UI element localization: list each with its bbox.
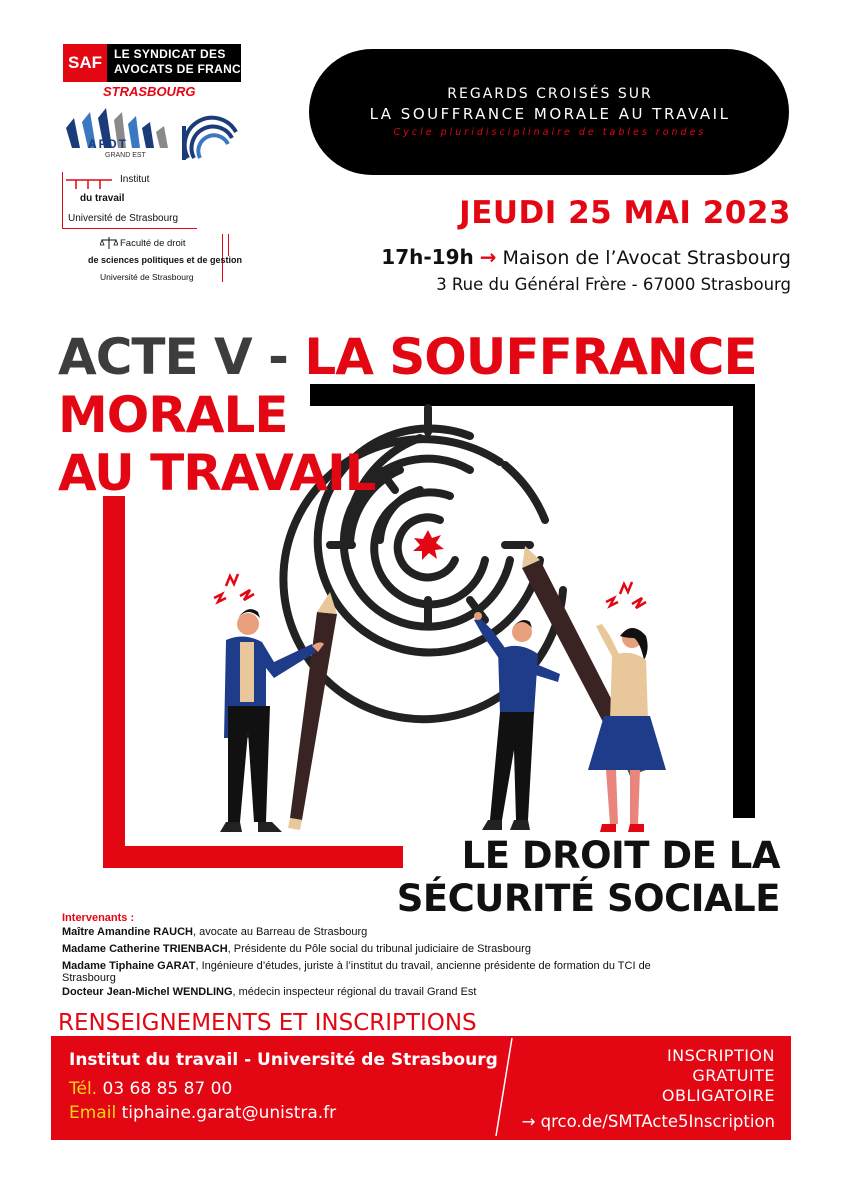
title-act: ACTE V -	[58, 328, 305, 386]
registration-line2: GRATUITE	[692, 1066, 775, 1085]
phone-label: Tél.	[69, 1079, 98, 1099]
stress-marks-right-icon	[606, 582, 646, 608]
registration-link[interactable]: qrco.de/SMTActe5Inscription	[540, 1112, 775, 1131]
speaker-item: Maître Amandine RAUCH, avocate au Barreau de Strasbourg	[62, 926, 368, 938]
speakers-heading: Intervenants :	[62, 912, 135, 924]
event-address: 3 Rue du Général Frère - 67000 Strasbourg	[436, 275, 791, 294]
banner-line1: REGARDS CROISÉS SUR	[447, 86, 653, 102]
event-date: JEUDI 25 MAI 2023	[459, 195, 791, 231]
stress-marks-left-icon	[214, 574, 254, 602]
subtitle-line1: LE DROIT DE LA	[461, 834, 780, 877]
email-link[interactable]: tiphaine.garat@unistra.fr	[121, 1103, 337, 1123]
banner-line2: LA SOUFFRANCE MORALE AU TRAVAIL	[369, 105, 731, 123]
afdt-subtitle: GRAND EST	[105, 152, 146, 159]
institut-line3: Université de Strasbourg	[68, 213, 179, 224]
arrow-right-icon: →	[521, 1112, 536, 1131]
arrow-right-icon: →	[479, 245, 497, 269]
registration-link-row	[500, 1112, 775, 1131]
faculte-line3: Université de Strasbourg	[100, 272, 194, 282]
title-line3: AU TRAVAIL	[58, 444, 376, 502]
info-org: Institut du travail - Université de Strasbourg	[69, 1050, 498, 1070]
maze-center-star	[413, 530, 444, 560]
banner-line3: Cycle pluridisciplinaire de tables rondes	[393, 127, 707, 138]
institut-line2: du travail	[80, 193, 125, 204]
title-line2: MORALE	[58, 386, 288, 444]
registration-line1: INSCRIPTION	[666, 1046, 775, 1065]
faculte-line1: Faculté de droit	[120, 238, 186, 249]
saf-city: STRASBOURG	[103, 84, 196, 99]
speaker-item: Madame Catherine TRIENBACH, Présidente du Pôle social du tribunal judiciaire de Strasbourg	[62, 943, 531, 955]
saf-logo-mark: SAF	[63, 44, 107, 82]
faculte-line2: de sciences politiques et de gestion	[88, 255, 243, 265]
info-heading: RENSEIGNEMENTS ET INSCRIPTIONS	[58, 1010, 477, 1036]
info-phone-row	[69, 1079, 232, 1099]
frame-left-bar	[103, 496, 125, 868]
afdt-name: AFDT	[88, 137, 128, 151]
speaker-item: Docteur Jean-Michel WENDLING, médecin inspecteur régional du travail Grand Est	[62, 986, 477, 998]
event-place: Maison de l’Avocat Strasbourg	[502, 247, 791, 269]
subtitle-line2: SÉCURITÉ SOCIALE	[396, 877, 780, 920]
title-line1: LA SOUFFRANCE	[304, 328, 757, 386]
person-right-icon	[588, 624, 666, 832]
speaker-item: Madame Tiphaine GARAT, Ingénieure d’études, juriste à l’institut du travail, ancienne présidente de formation du TCI de Strasbourg	[62, 960, 651, 984]
saf-logo-text: LE SYNDICAT DES AVOCATS DE FRANCE	[114, 47, 250, 76]
registration-line3: OBLIGATOIRE	[661, 1086, 775, 1105]
subtitle	[300, 834, 780, 920]
event-time: 17h-19h	[381, 245, 474, 269]
phone-number[interactable]: 03 68 85 87 00	[102, 1079, 233, 1099]
main-title	[58, 328, 757, 502]
email-label: Email	[69, 1103, 117, 1123]
institut-line1: Institut	[120, 174, 150, 185]
info-email-row	[69, 1103, 336, 1123]
